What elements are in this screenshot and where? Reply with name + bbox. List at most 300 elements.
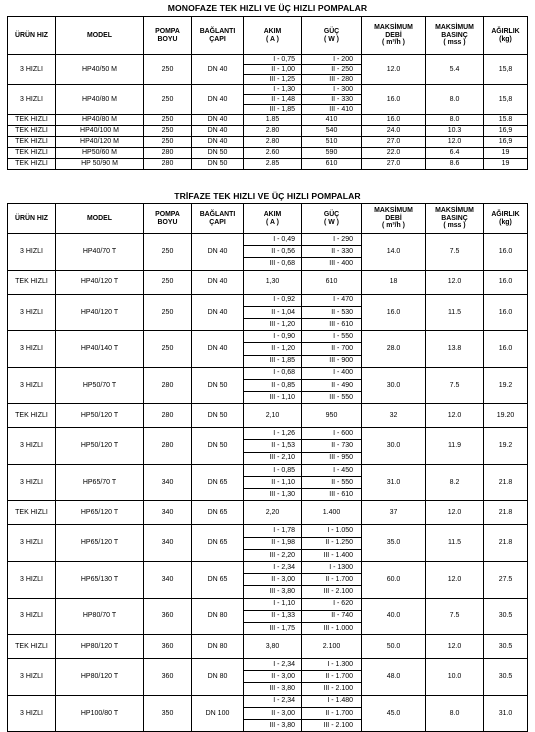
cell-akim: I - 0,90 [244,331,302,343]
header-agirlik-text: AĞIRLIK (kg) [491,210,520,226]
header-agirlik [484,204,528,234]
table-row [8,55,528,65]
cell-model: HP80/120 T [56,635,144,659]
header-cap [192,204,244,234]
table-row [8,525,528,537]
cell-guc: III - 2.100 [302,683,362,695]
header-basinc-line: BASINÇ [441,214,468,222]
cell-akim: I - 2,34 [244,659,302,671]
cell-agirlik: 16,9 [484,137,528,148]
header-basinc-line: ( mss ) [443,39,466,47]
cell-hiz: 3 HIZLI [8,428,56,465]
header-boy [144,17,192,55]
cell-akim: II - 0,85 [244,379,302,391]
table-row [8,294,528,306]
cell-guc: I - 620 [302,598,362,610]
cell-cap: DN 65 [192,525,244,562]
cell-akim: 2.80 [244,126,302,137]
cell-cap: DN 50 [192,404,244,428]
cell-boy: 250 [144,55,192,85]
cell-akim: I - 1,26 [244,428,302,440]
cell-agirlik: 30.5 [484,659,528,696]
cell-guc: III - 280 [302,75,362,85]
cell-akim: III - 1,25 [244,75,302,85]
header-row [8,17,528,55]
header-model-text: MODEL [87,214,112,222]
cell-debi: 40.0 [362,598,426,635]
cell-basinc: 7.5 [426,598,484,635]
cell-guc: 1.400 [302,501,362,525]
cell-debi: 16.0 [362,115,426,126]
cell-model: HP40/80 M [56,85,144,115]
cell-cap: DN 50 [192,367,244,404]
header-row [8,204,528,234]
cell-basinc: 6.4 [426,148,484,159]
cell-akim: I - 1,10 [244,598,302,610]
cell-model: HP40/120 T [56,270,144,294]
cell-model: HP40/100 M [56,126,144,137]
cell-agirlik: 16,9 [484,126,528,137]
cell-guc: III - 950 [302,452,362,464]
cell-boy: 360 [144,659,192,696]
cell-guc: I - 300 [302,85,362,95]
cell-model: HP40/120 T [56,294,144,331]
cell-boy: 250 [144,137,192,148]
cell-debi: 16.0 [362,85,426,115]
header-debi-line: ( m³/h ) [382,39,405,47]
header-model [56,17,144,55]
cell-boy: 280 [144,159,192,170]
header-basinc-line: BASINÇ [441,31,468,39]
cell-akim: 2.60 [244,148,302,159]
cell-agirlik: 19.2 [484,428,528,465]
cell-agirlik: 15,8 [484,85,528,115]
cell-boy: 280 [144,428,192,465]
cell-guc: II - 490 [302,379,362,391]
cell-guc: I - 290 [302,234,362,246]
cell-akim: III - 1,85 [244,355,302,367]
cell-guc: I - 1.050 [302,525,362,537]
cell-guc: II - 1.700 [302,671,362,683]
cell-hiz: 3 HIZLI [8,561,56,598]
cell-guc: III - 2.100 [302,720,362,732]
cell-guc: II - 1.700 [302,574,362,586]
cell-boy: 280 [144,148,192,159]
cell-debi: 45.0 [362,695,426,732]
header-model-text: MODEL [87,31,112,39]
header-debi-line: DEBİ [385,214,402,222]
cell-hiz: 3 HIZLI [8,55,56,85]
header-hiz-text: ÜRÜN HIZ [15,214,48,222]
cell-akim: III - 3,80 [244,720,302,732]
cell-cap: DN 40 [192,270,244,294]
header-akim-line: ( A ) [266,218,279,226]
table-row [8,464,528,476]
cell-basinc: 10.3 [426,126,484,137]
cell-guc: 950 [302,404,362,428]
table-row [8,270,528,294]
cell-guc: II - 1.250 [302,537,362,549]
cell-guc: III - 2.100 [302,586,362,598]
cell-boy: 280 [144,404,192,428]
cell-akim: II - 1,98 [244,537,302,549]
header-boy [144,204,192,234]
header-cap-line: BAĞLANTI [199,27,236,35]
cell-agirlik: 31.0 [484,695,528,732]
cell-hiz: TEK HIZLI [8,126,56,137]
cell-cap: DN 40 [192,55,244,85]
cell-hiz: 3 HIZLI [8,85,56,115]
cell-guc: 610 [302,270,362,294]
cell-agirlik: 21.8 [484,464,528,501]
cell-akim: II - 1,04 [244,306,302,318]
cell-cap: DN 65 [192,501,244,525]
header-hiz-text: ÜRÜN HIZ [15,31,48,39]
header-debi-line: ( m³/h ) [382,222,405,230]
cell-agirlik: 30.5 [484,635,528,659]
cell-basinc: 8.0 [426,85,484,115]
cell-guc: 590 [302,148,362,159]
header-akim-line: ( A ) [266,35,279,43]
cell-debi: 27.0 [362,137,426,148]
cell-guc: III - 410 [302,105,362,115]
table-row [8,695,528,707]
table-row [8,115,528,126]
table-row [8,159,528,170]
cell-guc: II - 330 [302,246,362,258]
cell-debi: 60.0 [362,561,426,598]
cell-debi: 48.0 [362,659,426,696]
cell-basinc: 13.8 [426,331,484,368]
cell-akim: III - 1,20 [244,318,302,330]
cell-model: HP 50/90 M [56,159,144,170]
cell-debi: 22.0 [362,148,426,159]
table-row [8,126,528,137]
cell-model: HP50/120 T [56,404,144,428]
cell-boy: 250 [144,331,192,368]
table-row [8,404,528,428]
cell-hiz: 3 HIZLI [8,234,56,271]
cell-agirlik: 19 [484,148,528,159]
cell-debi: 27.0 [362,159,426,170]
cell-model: HP40/50 M [56,55,144,85]
tri-pump-table [7,203,528,732]
cell-guc: 410 [302,115,362,126]
cell-boy: 250 [144,270,192,294]
cell-debi: 32 [362,404,426,428]
cell-hiz: TEK HIZLI [8,159,56,170]
cell-agirlik: 16.0 [484,294,528,331]
cell-guc: I - 550 [302,331,362,343]
cell-akim: II - 3,00 [244,671,302,683]
cell-guc: I - 600 [302,428,362,440]
cell-hiz: 3 HIZLI [8,367,56,404]
cell-guc: 2.100 [302,635,362,659]
cell-debi: 31.0 [362,464,426,501]
cell-debi: 28.0 [362,331,426,368]
cell-basinc: 12.0 [426,404,484,428]
cell-hiz: TEK HIZLI [8,501,56,525]
table-row [8,367,528,379]
cell-akim: II - 1,10 [244,477,302,489]
table-row [8,501,528,525]
cell-guc: I - 1.300 [302,659,362,671]
header-guc [302,17,362,55]
cell-model: HP50/60 M [56,148,144,159]
cell-hiz: TEK HIZLI [8,137,56,148]
cell-guc: II - 250 [302,65,362,75]
header-basinc-line: ( mss ) [443,222,466,230]
cell-akim: I - 2,34 [244,695,302,707]
cell-hiz: 3 HIZLI [8,695,56,732]
cell-boy: 350 [144,695,192,732]
cell-model: HP80/70 T [56,598,144,635]
cell-agirlik: 30.5 [484,598,528,635]
cell-guc: 540 [302,126,362,137]
cell-guc: 610 [302,159,362,170]
cell-boy: 340 [144,464,192,501]
cell-agirlik: 16.0 [484,270,528,294]
table-row [8,148,528,159]
cell-agirlik: 21.8 [484,501,528,525]
cell-model: HP50/70 T [56,367,144,404]
cell-akim: II - 3,00 [244,707,302,719]
cell-basinc: 10.0 [426,659,484,696]
cell-agirlik: 19 [484,159,528,170]
header-agirlik [484,17,528,55]
cell-guc: III - 1.400 [302,549,362,561]
cell-akim: I - 1,30 [244,85,302,95]
cell-agirlik: 16.0 [484,234,528,271]
cell-guc: II - 550 [302,477,362,489]
cell-basinc: 8.2 [426,464,484,501]
cell-debi: 16.0 [362,294,426,331]
header-boy-line: BOYU [157,35,178,43]
cell-boy: 360 [144,598,192,635]
cell-guc: I - 470 [302,294,362,306]
header-agirlik-text: AĞIRLIK (kg) [491,27,520,43]
cell-debi: 14.0 [362,234,426,271]
cell-hiz: 3 HIZLI [8,598,56,635]
cell-cap: DN 80 [192,598,244,635]
header-guc-line: GÜÇ [323,210,340,218]
cell-boy: 360 [144,635,192,659]
cell-guc: II - 530 [302,306,362,318]
cell-akim: I - 0,75 [244,55,302,65]
cell-model: HP40/70 T [56,234,144,271]
cell-guc: III - 610 [302,318,362,330]
cell-akim: III - 1,85 [244,105,302,115]
cell-debi: 35.0 [362,525,426,562]
cell-cap: DN 40 [192,126,244,137]
cell-guc: I - 200 [302,55,362,65]
cell-cap: DN 40 [192,137,244,148]
cell-debi: 37 [362,501,426,525]
cell-hiz: 3 HIZLI [8,464,56,501]
cell-hiz: 3 HIZLI [8,331,56,368]
header-guc-line: ( W ) [324,218,339,226]
cell-guc: III - 900 [302,355,362,367]
cell-debi: 24.0 [362,126,426,137]
header-guc-line: ( W ) [324,35,339,43]
cell-cap: DN 50 [192,148,244,159]
cell-basinc: 12.0 [426,561,484,598]
cell-basinc: 5.4 [426,55,484,85]
cell-guc: II - 330 [302,95,362,105]
cell-basinc: 11.5 [426,294,484,331]
cell-debi: 18 [362,270,426,294]
cell-model: HP40/80 M [56,115,144,126]
cell-hiz: 3 HIZLI [8,525,56,562]
cell-cap: DN 65 [192,561,244,598]
cell-guc: I - 1300 [302,561,362,573]
cell-cap: DN 40 [192,331,244,368]
table-row [8,137,528,148]
cell-akim: III - 1,30 [244,489,302,501]
cell-akim: 2.80 [244,137,302,148]
mono-title: MONOFAZE TEK HIZLI VE ÜÇ HIZLI POMPALAR [167,3,368,13]
cell-akim: I - 2,34 [244,561,302,573]
cell-akim: III - 3,80 [244,586,302,598]
header-debi-line: MAKSİMUM [374,207,413,215]
cell-guc: III - 610 [302,489,362,501]
cell-basinc: 8.6 [426,159,484,170]
header-boy-line: BOYU [157,218,178,226]
header-cap-line: BAĞLANTI [199,210,236,218]
cell-basinc: 12.0 [426,501,484,525]
header-akim-line: AKIM [263,210,282,218]
header-hiz [8,204,56,234]
cell-hiz: TEK HIZLI [8,148,56,159]
cell-boy: 340 [144,525,192,562]
cell-model: HP65/120 T [56,501,144,525]
cell-model: HP40/120 M [56,137,144,148]
cell-model: HP65/120 T [56,525,144,562]
cell-agirlik: 15.8 [484,115,528,126]
cell-cap: DN 80 [192,659,244,696]
cell-cap: DN 65 [192,464,244,501]
cell-hiz: TEK HIZLI [8,270,56,294]
table-row [8,234,528,246]
header-cap-line: ÇAPI [209,35,226,43]
cell-cap: DN 100 [192,695,244,732]
cell-akim: II - 1,48 [244,95,302,105]
cell-guc: I - 450 [302,464,362,476]
cell-model: HP65/70 T [56,464,144,501]
table-row [8,635,528,659]
cell-akim: III - 3,80 [244,683,302,695]
cell-akim: 2,20 [244,501,302,525]
mono-pump-table [7,16,528,170]
cell-guc: III - 1.000 [302,622,362,634]
cell-akim: 1,30 [244,270,302,294]
header-debi [362,204,426,234]
cell-guc: II - 700 [302,343,362,355]
cell-akim: III - 1,10 [244,392,302,404]
cell-cap: DN 50 [192,159,244,170]
cell-akim: III - 2,20 [244,549,302,561]
cell-boy: 250 [144,115,192,126]
cell-akim: 2.85 [244,159,302,170]
header-akim [244,204,302,234]
cell-model: HP100/80 T [56,695,144,732]
cell-hiz: TEK HIZLI [8,635,56,659]
header-guc-line: GÜÇ [323,27,340,35]
cell-debi: 30.0 [362,428,426,465]
cell-hiz: TEK HIZLI [8,115,56,126]
cell-akim: 1.85 [244,115,302,126]
cell-hiz: TEK HIZLI [8,404,56,428]
header-basinc-line: MAKSİMUM [435,207,474,215]
cell-akim: I - 0,85 [244,464,302,476]
header-akim-line: AKIM [263,27,282,35]
cell-guc: III - 400 [302,258,362,270]
cell-guc: II - 1.700 [302,707,362,719]
cell-akim: III - 1,75 [244,622,302,634]
header-akim [244,17,302,55]
cell-akim: III - 0,68 [244,258,302,270]
cell-guc: II - 730 [302,440,362,452]
cell-agirlik: 19.20 [484,404,528,428]
cell-agirlik: 15,8 [484,55,528,85]
cell-cap: DN 40 [192,294,244,331]
cell-agirlik: 21.8 [484,525,528,562]
cell-boy: 280 [144,367,192,404]
cell-guc: 510 [302,137,362,148]
cell-akim: I - 0,92 [244,294,302,306]
cell-akim: I - 1,78 [244,525,302,537]
cell-basinc: 8.0 [426,695,484,732]
header-basinc [426,204,484,234]
cell-agirlik: 27.5 [484,561,528,598]
cell-cap: DN 40 [192,234,244,271]
header-model [56,204,144,234]
cell-debi: 30.0 [362,367,426,404]
cell-basinc: 8.0 [426,115,484,126]
cell-agirlik: 16.0 [484,331,528,368]
header-boy-line: POMPA [155,210,180,218]
header-basinc [426,17,484,55]
cell-boy: 250 [144,126,192,137]
tri-title: TRİFAZE TEK HIZLI VE ÜÇ HIZLI POMPALAR [174,191,361,201]
cell-cap: DN 50 [192,428,244,465]
cell-akim: III - 2,10 [244,452,302,464]
cell-akim: II - 1,53 [244,440,302,452]
cell-akim: II - 1,00 [244,65,302,75]
cell-akim: II - 1,33 [244,610,302,622]
header-debi [362,17,426,55]
cell-debi: 50.0 [362,635,426,659]
table-row [8,428,528,440]
header-cap-line: ÇAPI [209,218,226,226]
cell-model: HP50/120 T [56,428,144,465]
cell-akim: II - 3,00 [244,574,302,586]
cell-basinc: 12.0 [426,137,484,148]
cell-akim: 2,10 [244,404,302,428]
cell-basinc: 7.5 [426,234,484,271]
cell-boy: 340 [144,561,192,598]
header-basinc-line: MAKSİMUM [435,24,474,32]
cell-boy: 250 [144,294,192,331]
header-debi-line: MAKSİMUM [374,24,413,32]
cell-hiz: 3 HIZLI [8,294,56,331]
cell-boy: 250 [144,85,192,115]
cell-akim: II - 0,56 [244,246,302,258]
cell-akim: II - 1,20 [244,343,302,355]
cell-guc: II - 740 [302,610,362,622]
cell-basinc: 12.0 [426,270,484,294]
cell-boy: 340 [144,501,192,525]
